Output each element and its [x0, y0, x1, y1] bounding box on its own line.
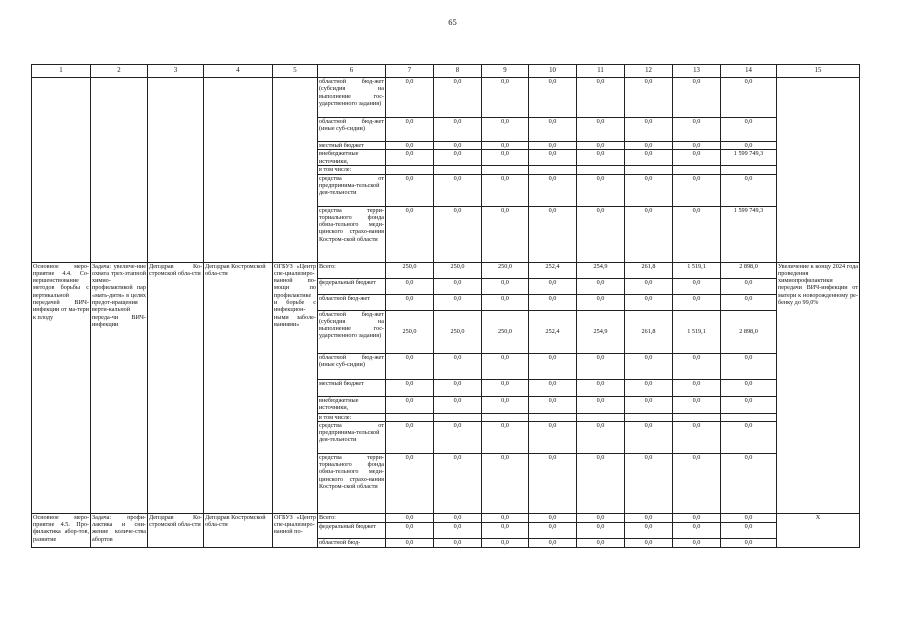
amount-cell: 0,0 — [529, 522, 577, 538]
amount-cell: 0,0 — [482, 379, 529, 396]
amount-cell: 0,0 — [386, 206, 434, 262]
amount-cell — [482, 413, 529, 421]
amount-cell: 0,0 — [721, 278, 777, 294]
table-row — [32, 78, 860, 118]
amount-cell — [625, 413, 673, 421]
amount-cell: 2 898,0 — [721, 310, 777, 353]
amount-cell: 0,0 — [386, 278, 434, 294]
amount-cell: 0,0 — [386, 294, 434, 310]
amount-cell: 0,0 — [386, 118, 434, 142]
funding-source: в том числе: — [318, 413, 386, 421]
amount-cell: 0,0 — [434, 174, 482, 206]
amount-cell: 0,0 — [386, 78, 434, 118]
amount-cell: 252,4 — [529, 262, 577, 278]
amount-cell: 0,0 — [673, 206, 721, 262]
funding-source: областной бюд-жет (субсидия на выполнение гос-ударственного задания) — [318, 78, 386, 118]
amount-cell: 0,0 — [625, 174, 673, 206]
amount-cell: 254,9 — [577, 310, 625, 353]
amount-cell: 0,0 — [577, 142, 625, 150]
amount-cell: 0,0 — [721, 421, 777, 453]
amount-cell — [673, 413, 721, 421]
amount-cell: 0,0 — [529, 353, 577, 379]
column-number: 12 — [625, 65, 673, 78]
amount-cell: 0,0 — [434, 396, 482, 413]
amount-cell: 0,0 — [673, 150, 721, 166]
amount-cell: 0,0 — [577, 278, 625, 294]
funding-source: внебюджетные источники, — [318, 396, 386, 413]
measure-customer: Депздрав Ко-стромской обла-сти — [148, 513, 204, 547]
amount-cell: 0,0 — [721, 78, 777, 118]
amount-cell: 250,0 — [386, 262, 434, 278]
column-number: 8 — [434, 65, 482, 78]
amount-cell: 0,0 — [625, 453, 673, 513]
amount-cell: 0,0 — [482, 206, 529, 262]
amount-cell: 0,0 — [434, 379, 482, 396]
amount-cell: 0,0 — [673, 421, 721, 453]
amount-cell: 0,0 — [529, 379, 577, 396]
amount-cell: 0,0 — [577, 78, 625, 118]
amount-cell: 261,8 — [625, 262, 673, 278]
amount-cell: 0,0 — [625, 206, 673, 262]
amount-cell: 0,0 — [434, 513, 482, 522]
previous-measure-cell — [32, 78, 91, 263]
amount-cell: 0,0 — [434, 421, 482, 453]
amount-cell: 250,0 — [434, 310, 482, 353]
funding-source: средства терри-ториального фонда обяза-тельного меди-цинского страхо-вания Костром-ской области — [318, 206, 386, 262]
amount-cell: 0,0 — [386, 522, 434, 538]
amount-cell: 0,0 — [434, 294, 482, 310]
amount-cell: 250,0 — [386, 310, 434, 353]
amount-cell: 0,0 — [673, 379, 721, 396]
column-number: 1 — [32, 65, 91, 78]
amount-cell: 0,0 — [577, 150, 625, 166]
amount-cell — [577, 413, 625, 421]
previous-participant-cell — [273, 78, 318, 263]
amount-cell: 0,0 — [482, 396, 529, 413]
amount-cell: 252,4 — [529, 310, 577, 353]
amount-cell: 0,0 — [482, 278, 529, 294]
measure-participant: ОГБУЗ «Центр спе-циализиро-ванной по-мощи по профилактике и борьбе с инфекцион-ными заболе-ваниями» — [273, 262, 318, 513]
column-number: 2 — [91, 65, 148, 78]
table-row — [32, 513, 860, 522]
amount-cell: 0,0 — [625, 150, 673, 166]
amount-cell — [721, 413, 777, 421]
amount-cell — [673, 166, 721, 174]
amount-cell: 0,0 — [434, 206, 482, 262]
amount-cell: 1 599 749,3 — [721, 150, 777, 166]
amount-cell: 0,0 — [721, 118, 777, 142]
amount-cell — [482, 166, 529, 174]
amount-cell: 0,0 — [386, 421, 434, 453]
funding-source: средства терри-ториального фонда обяза-тельного меди-цинского страхо-вания Костром-ской области — [318, 453, 386, 513]
amount-cell: 0,0 — [529, 538, 577, 547]
amount-cell: 0,0 — [721, 513, 777, 522]
column-number: 14 — [721, 65, 777, 78]
amount-cell: 0,0 — [434, 150, 482, 166]
expected-result: Х — [777, 513, 860, 547]
amount-cell: 0,0 — [529, 513, 577, 522]
funding-source: средства от предпринима-тельской дея-тельности — [318, 421, 386, 453]
funding-source: федеральный бюджет — [318, 522, 386, 538]
amount-cell: 0,0 — [529, 78, 577, 118]
column-number: 6 — [318, 65, 386, 78]
amount-cell: 0,0 — [386, 453, 434, 513]
funding-source: областной бюд-жет (иные суб-сидии) — [318, 353, 386, 379]
amount-cell: 250,0 — [482, 262, 529, 278]
amount-cell: 0,0 — [482, 421, 529, 453]
measure-name: Основное меро-приятие 4.4. Со-вершенствование методов борьбы с вертикальной передачей ВИЧ-инфекции от ма-тери к плоду — [32, 262, 91, 513]
funding-source: средства от предпринима-тельской дея-тельности — [318, 174, 386, 206]
amount-cell: 0,0 — [529, 294, 577, 310]
amount-cell: 0,0 — [434, 353, 482, 379]
amount-cell: 0,0 — [434, 453, 482, 513]
column-number: 10 — [529, 65, 577, 78]
amount-cell: 0,0 — [577, 538, 625, 547]
amount-cell: 0,0 — [482, 538, 529, 547]
amount-cell: 0,0 — [434, 538, 482, 547]
amount-cell: 254,9 — [577, 262, 625, 278]
amount-cell: 2 898,0 — [721, 262, 777, 278]
amount-cell: 0,0 — [434, 278, 482, 294]
funding-source: Всего: — [318, 262, 386, 278]
amount-cell: 0,0 — [434, 142, 482, 150]
amount-cell: 0,0 — [625, 278, 673, 294]
column-number-row — [32, 65, 860, 78]
amount-cell: 0,0 — [529, 142, 577, 150]
amount-cell — [529, 166, 577, 174]
amount-cell: 0,0 — [721, 453, 777, 513]
amount-cell: 0,0 — [386, 513, 434, 522]
amount-cell: 1 599 749,3 — [721, 206, 777, 262]
amount-cell: 0,0 — [386, 396, 434, 413]
expected-result: Увеличение к концу 2024 года проведения химиопрофилактики передачи ВИЧ-инфекции от матери к новорожденному ре-бенку до 99,0% — [777, 262, 860, 513]
amount-cell: 0,0 — [625, 78, 673, 118]
amount-cell: 0,0 — [529, 396, 577, 413]
amount-cell: 0,0 — [529, 206, 577, 262]
amount-cell: 0,0 — [721, 379, 777, 396]
measure-task: Задача: профи-лактика и сни-жение количе-ства абортов — [91, 513, 148, 547]
amount-cell: 0,0 — [577, 118, 625, 142]
column-number: 13 — [673, 65, 721, 78]
amount-cell: 0,0 — [625, 513, 673, 522]
amount-cell: 0,0 — [482, 513, 529, 522]
amount-cell — [386, 413, 434, 421]
amount-cell: 0,0 — [673, 294, 721, 310]
amount-cell: 0,0 — [577, 174, 625, 206]
amount-cell: 0,0 — [673, 513, 721, 522]
amount-cell: 0,0 — [386, 142, 434, 150]
amount-cell: 0,0 — [673, 396, 721, 413]
page-number: 65 — [448, 17, 457, 27]
amount-cell: 0,0 — [625, 142, 673, 150]
amount-cell: 0,0 — [625, 522, 673, 538]
amount-cell: 0,0 — [529, 421, 577, 453]
amount-cell — [721, 166, 777, 174]
amount-cell: 0,0 — [577, 353, 625, 379]
amount-cell: 0,0 — [577, 453, 625, 513]
amount-cell: 0,0 — [625, 538, 673, 547]
budget-table — [31, 64, 860, 548]
column-number: 9 — [482, 65, 529, 78]
amount-cell: 0,0 — [577, 421, 625, 453]
previous-task-cell — [91, 78, 148, 263]
amount-cell: 0,0 — [721, 522, 777, 538]
column-number: 11 — [577, 65, 625, 78]
amount-cell: 0,0 — [673, 353, 721, 379]
amount-cell: 0,0 — [434, 522, 482, 538]
amount-cell: 0,0 — [529, 150, 577, 166]
amount-cell: 0,0 — [673, 453, 721, 513]
amount-cell: 0,0 — [673, 142, 721, 150]
amount-cell: 0,0 — [673, 118, 721, 142]
column-number: 4 — [204, 65, 273, 78]
amount-cell — [529, 413, 577, 421]
table-row — [32, 262, 860, 278]
measure-name: Основное меро-приятие 4.5. Про-филактика абор-тов, развитие — [32, 513, 91, 547]
amount-cell: 0,0 — [625, 421, 673, 453]
measure-executor: Депздрав Костромской обла-сти — [204, 513, 273, 547]
amount-cell: 0,0 — [625, 396, 673, 413]
column-number: 5 — [273, 65, 318, 78]
amount-cell: 0,0 — [529, 118, 577, 142]
funding-source: в том числе: — [318, 166, 386, 174]
amount-cell: 0,0 — [482, 522, 529, 538]
amount-cell: 0,0 — [673, 522, 721, 538]
funding-source: местный бюджет — [318, 379, 386, 396]
amount-cell: 0,0 — [386, 150, 434, 166]
measure-executor: Депздрав Костромской обла-сти — [204, 262, 273, 513]
amount-cell: 0,0 — [482, 294, 529, 310]
amount-cell: 0,0 — [386, 174, 434, 206]
funding-source: областной бюд-жет (субсидия на выполнение гос-ударственного задания) — [318, 310, 386, 353]
amount-cell: 0,0 — [482, 118, 529, 142]
amount-cell: 0,0 — [434, 78, 482, 118]
column-number: 3 — [148, 65, 204, 78]
funding-source: внебюджетные источники, — [318, 150, 386, 166]
amount-cell: 0,0 — [577, 379, 625, 396]
amount-cell: 0,0 — [482, 142, 529, 150]
funding-source: областной бюд-жет (иные суб-сидии) — [318, 118, 386, 142]
amount-cell: 0,0 — [673, 78, 721, 118]
funding-source: областной бюд-жет — [318, 294, 386, 310]
amount-cell: 250,0 — [482, 310, 529, 353]
amount-cell: 0,0 — [625, 294, 673, 310]
funding-source: Всего: — [318, 513, 386, 522]
amount-cell: 0,0 — [482, 78, 529, 118]
measure-participant: ОГБУЗ «Центр спе-циализиро-ванной по- — [273, 513, 318, 547]
amount-cell: 0,0 — [482, 174, 529, 206]
amount-cell: 0,0 — [625, 379, 673, 396]
amount-cell: 0,0 — [386, 353, 434, 379]
amount-cell: 0,0 — [721, 174, 777, 206]
amount-cell — [434, 166, 482, 174]
amount-cell: 1 519,1 — [673, 310, 721, 353]
amount-cell: 0,0 — [625, 353, 673, 379]
amount-cell: 0,0 — [721, 353, 777, 379]
amount-cell: 0,0 — [625, 118, 673, 142]
amount-cell: 0,0 — [577, 206, 625, 262]
amount-cell: 0,0 — [673, 538, 721, 547]
amount-cell: 0,0 — [482, 353, 529, 379]
amount-cell — [434, 413, 482, 421]
amount-cell: 0,0 — [482, 150, 529, 166]
amount-cell — [386, 166, 434, 174]
previous-executor-cell — [204, 78, 273, 263]
previous-customer-cell — [148, 78, 204, 263]
amount-cell: 0,0 — [482, 453, 529, 513]
amount-cell: 0,0 — [721, 396, 777, 413]
amount-cell: 0,0 — [577, 522, 625, 538]
amount-cell: 0,0 — [673, 174, 721, 206]
amount-cell: 0,0 — [386, 538, 434, 547]
amount-cell: 0,0 — [721, 142, 777, 150]
column-number: 15 — [777, 65, 860, 78]
amount-cell: 250,0 — [434, 262, 482, 278]
amount-cell: 0,0 — [386, 379, 434, 396]
measure-customer: Депздрав Ко-стромской обла-сти — [148, 262, 204, 513]
amount-cell: 1 519,1 — [673, 262, 721, 278]
amount-cell: 0,0 — [529, 174, 577, 206]
funding-source: федеральный бюджет — [318, 278, 386, 294]
amount-cell: 261,8 — [625, 310, 673, 353]
amount-cell: 0,0 — [434, 118, 482, 142]
measure-task: Задача: увеличе-ние охвата трех-этапной химио-профилактикой пар «мать-дитя» в целях предот-вращения верти-кальной переда-чи ВИЧ-инфекции — [91, 262, 148, 513]
amount-cell — [625, 166, 673, 174]
amount-cell — [577, 166, 625, 174]
amount-cell: 0,0 — [529, 453, 577, 513]
amount-cell: 0,0 — [673, 278, 721, 294]
funding-source: местный бюджет — [318, 142, 386, 150]
amount-cell: 0,0 — [577, 396, 625, 413]
column-number: 7 — [386, 65, 434, 78]
amount-cell: 0,0 — [577, 513, 625, 522]
amount-cell: 0,0 — [577, 294, 625, 310]
amount-cell: 0,0 — [529, 278, 577, 294]
previous-result-cell — [777, 78, 860, 263]
funding-source: областной бюд- — [318, 538, 386, 547]
amount-cell: 0,0 — [721, 538, 777, 547]
amount-cell: 0,0 — [721, 294, 777, 310]
